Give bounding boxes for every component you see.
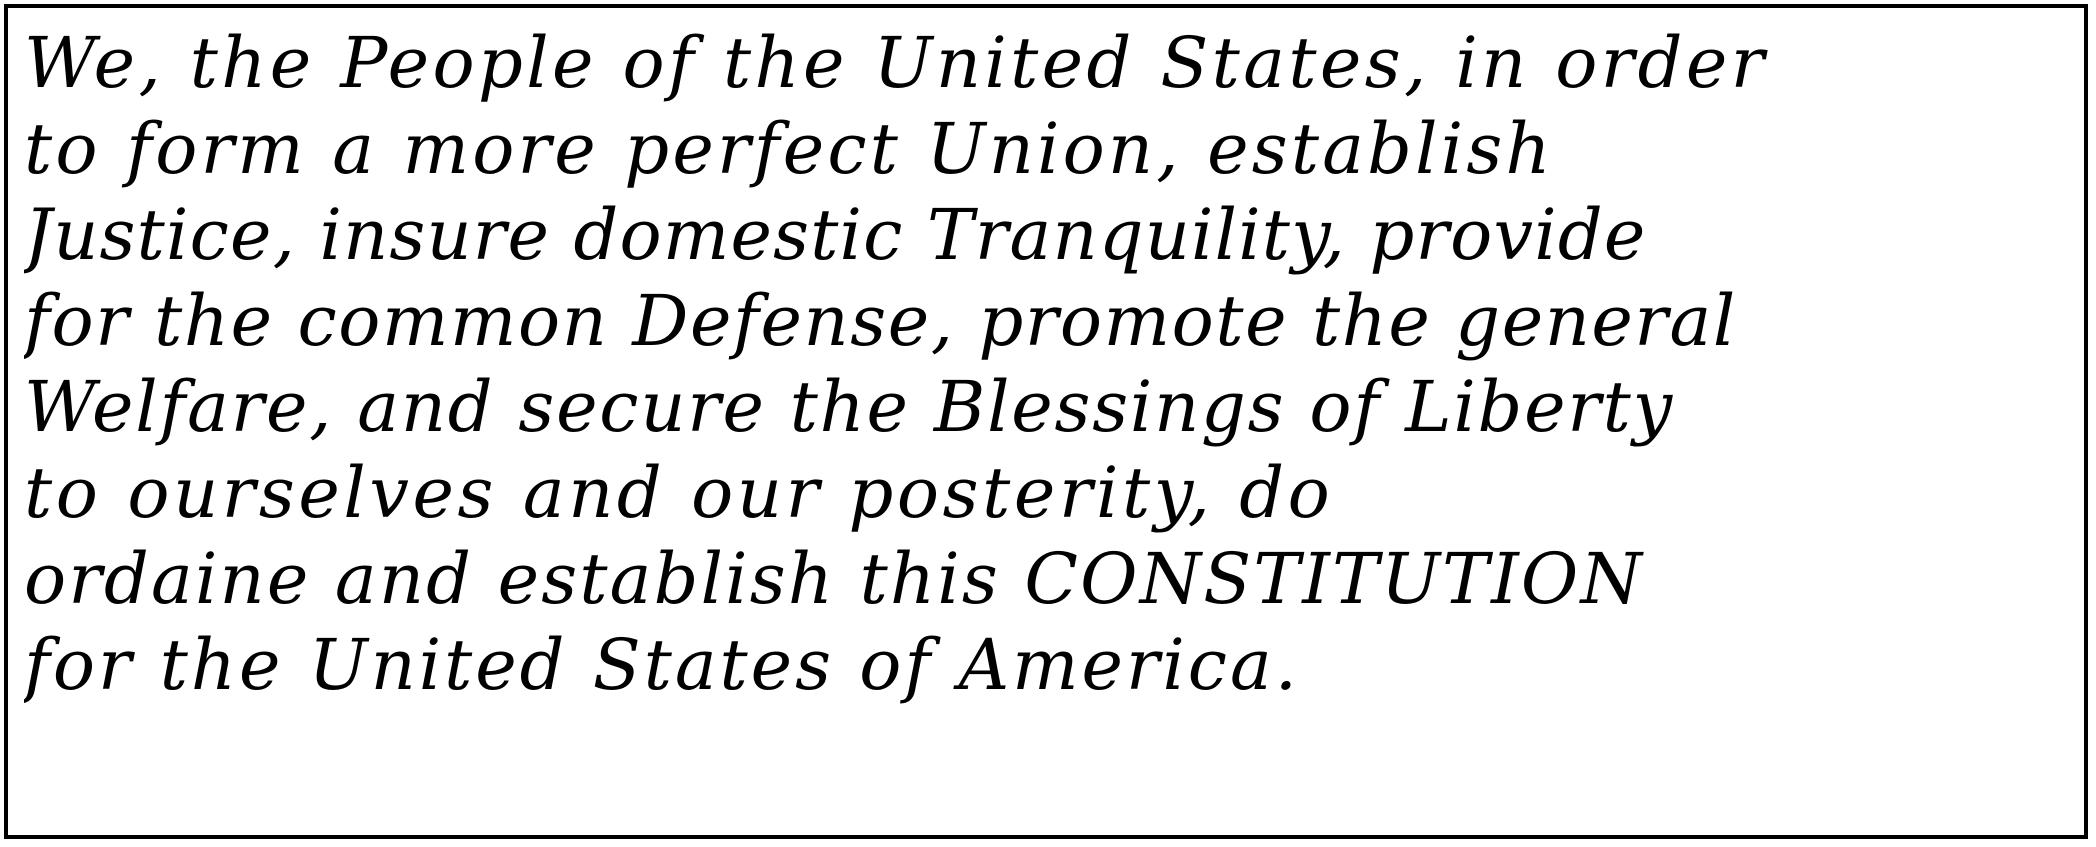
text-line: to ourselves and our posterity, do: [24, 452, 1334, 534]
handwritten-text-block: [24, 20, 2084, 708]
text-line: Welfare, and secure the Blessings of Liberty: [24, 366, 1674, 448]
text-line: for the United States of America.: [24, 624, 1300, 706]
document-border: [4, 4, 2088, 839]
text-line: to form a more perfect Union, establish: [24, 108, 1554, 190]
text-line: ordaine and establish this CONSTITUTION: [24, 538, 1644, 620]
text-line: We, the People of the United States, in order: [24, 22, 1768, 104]
text-line: Justice, insure domestic Tranquility, provide: [24, 194, 1647, 276]
text-line: for the common Defense, promote the general: [24, 280, 1737, 362]
